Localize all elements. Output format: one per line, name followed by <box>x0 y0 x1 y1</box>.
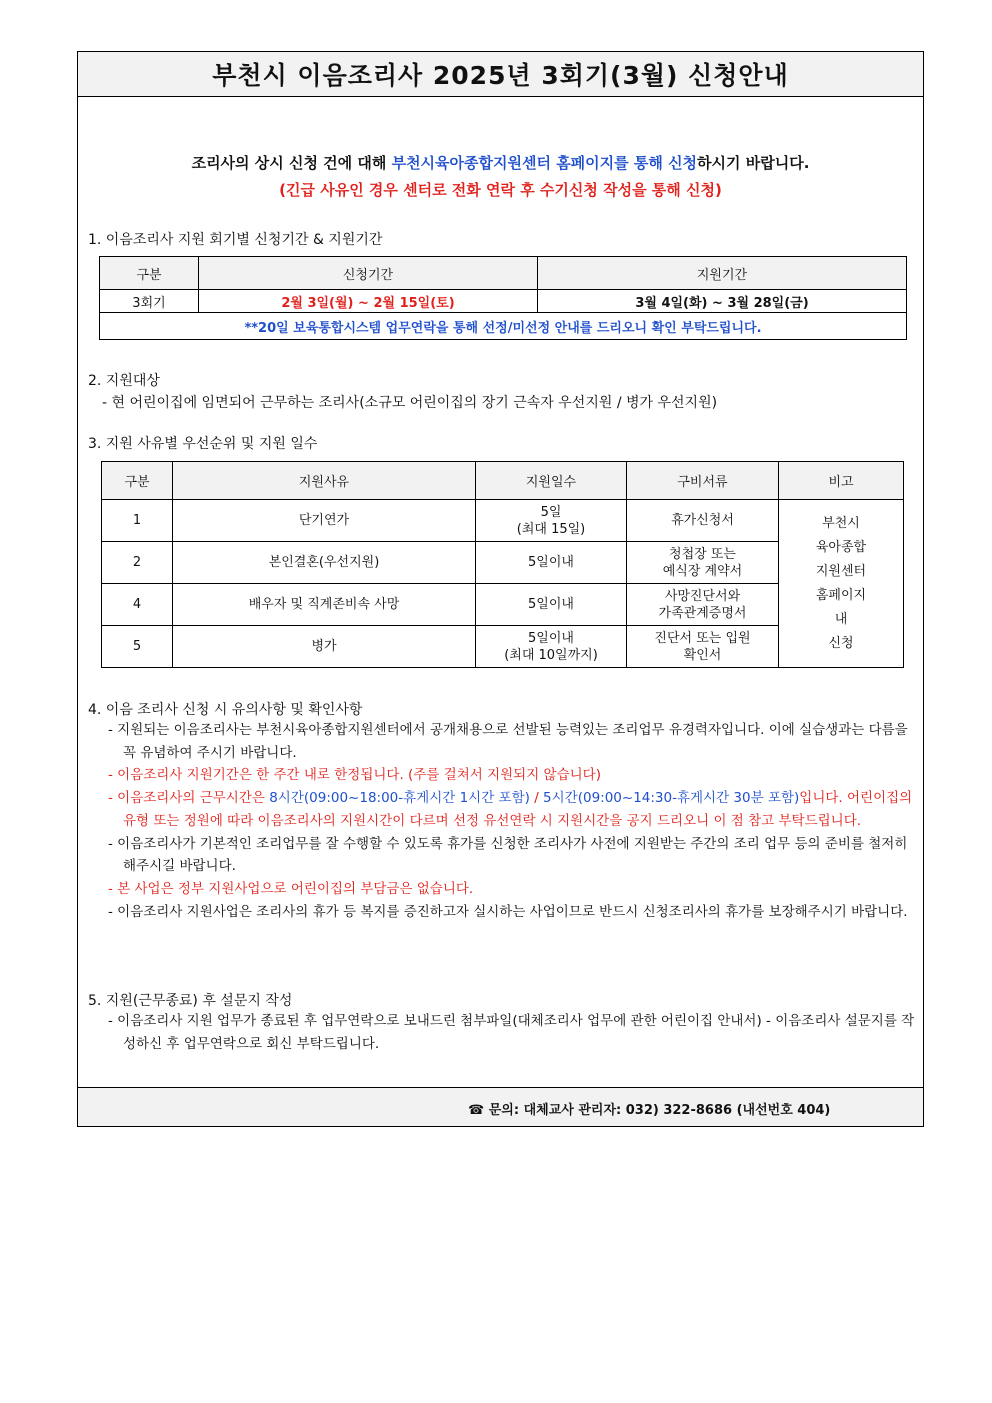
row-number: 2 <box>102 542 173 584</box>
table-header: 구분 <box>100 257 199 290</box>
row-number: 5 <box>102 626 173 668</box>
section1-title: 1. 이음조리사 지원 회기별 신청기간 & 지원기간 <box>88 232 383 248</box>
contact-footer <box>78 1087 923 1126</box>
intro-line1 <box>78 152 923 173</box>
priority-table <box>101 461 904 668</box>
remark-line: 지원센터 <box>815 563 867 579</box>
remark-line: 신청 <box>828 635 854 651</box>
bullet-text: 입니다. 어린이집의 유형 또는 정원에 따라 이음조리사의 지원시간이 다르며 선정 유선연락 시 지원시간을 공지 드리오니 이 점 참고 부탁드립니다. <box>123 790 913 829</box>
page-title: 부천시 이음조리사 2025년 3회기(3월) 신청안내 <box>78 52 923 97</box>
remark-line: 육아종합 <box>815 539 867 555</box>
bullet-item: - 이음조리사가 기본적인 조리업무를 잘 수행할 수 있도록 휴가를 신청한 조리사가 사전에 지원받는 주간의 조리 업무 등의 준비를 철저히 해주시길 바랍니다. <box>108 835 908 875</box>
bullet-separator: / <box>529 790 544 807</box>
doc-line: 사망진단서와 <box>664 588 741 604</box>
section4-bullets <box>108 719 920 923</box>
row-days <box>476 626 627 668</box>
section2-title: 2. 지원대상 <box>88 373 160 389</box>
row-number: 4 <box>102 584 173 626</box>
doc-line: 확인서 <box>683 647 722 663</box>
bullet-item: - 이음조리사 지원사업은 조리사의 휴가 등 복지를 증진하고자 실시하는 사업이므로 반드시 신청조리사의 휴가를 보장해주시기 바랍니다. <box>108 903 908 920</box>
row-number: 1 <box>102 500 173 542</box>
work-hours-5: 5시간(09:00~14:30-휴게시간 30분 포함) <box>543 790 800 807</box>
contact-text: 문의: 대체교사 관리자: 032) 322-8686 (내선번호 404) <box>488 1103 831 1118</box>
period-table <box>99 256 907 340</box>
bullet-item: - 이음조리사 지원 업무가 종료된 후 업무연락으로 보내드린 첨부파일(대체조리사 업무에 관한 어린이집 안내서) - 이음조리사 설문지를 작성하신 후 업무연락으로 회신 부탁드립니다. <box>108 1013 915 1052</box>
phone-icon: ☎ <box>468 1103 485 1118</box>
days-max: (최대 15일) <box>516 521 586 537</box>
days-main: 5일이내 <box>528 630 574 646</box>
days-main: 5일이내 <box>528 597 574 612</box>
bullet-item: - 이음조리사 지원기간은 한 주간 내로 한정됩니다. (주를 걸쳐서 지원되지 않습니다) <box>108 767 601 784</box>
row-reason: 단기연가 <box>173 500 476 542</box>
remark-line: 부천시 <box>822 515 860 531</box>
days-main: 5일 <box>540 504 562 520</box>
days-main: 5일이내 <box>528 555 574 570</box>
section4-title: 4. 이음 조리사 신청 시 유의사항 및 확인사항 <box>88 702 363 718</box>
row-days <box>476 500 627 542</box>
row-docs <box>627 584 779 626</box>
doc-line: 가족관계증명서 <box>658 605 747 621</box>
bullet-text: - 이음조리사의 근무시간은 <box>108 790 270 807</box>
row-days <box>476 584 627 626</box>
row-reason: 본인결혼(우선지원) <box>173 542 476 584</box>
doc-line: 휴가신청서 <box>671 513 734 528</box>
section3-title: 3. 지원 사유별 우선순위 및 지원 일수 <box>88 436 318 452</box>
table-header: 신청기간 <box>199 257 538 290</box>
row-reason: 병가 <box>173 626 476 668</box>
remark-cell <box>779 500 904 668</box>
row-docs <box>627 626 779 668</box>
bullet-item <box>108 787 920 832</box>
notice-frame <box>77 51 924 1127</box>
row-reason: 배우자 및 직계존비속 사망 <box>173 584 476 626</box>
section2-text: - 현 어린이집에 임면되어 근무하는 조리사(소규모 어린이집의 장기 근속자 우선지원 / 병가 우선지원) <box>102 395 718 411</box>
intro <box>78 152 923 200</box>
table-header: 구분 <box>102 462 173 500</box>
homepage-apply-text: 부천시육아종합지원센터 홈페이지를 통해 신청 <box>391 154 698 172</box>
table-header: 지원기간 <box>538 257 907 290</box>
bullet-item: - 본 사업은 정부 지원사업으로 어린이집의 부담금은 없습니다. <box>108 880 474 897</box>
row-docs <box>627 542 779 584</box>
table-header: 비고 <box>779 462 904 500</box>
days-max: (최대 10일까지) <box>504 647 598 663</box>
bullet-item: - 지원되는 이음조리사는 부천시육아종합지원센터에서 공개채용으로 선발된 능력있는 조리업무 유경력자입니다. 이에 실습생과는 다름을 꼭 유념하여 주시기 바랍니다. <box>108 722 908 761</box>
work-hours-8: 8시간(09:00~18:00-휴게시간 1시간 포함) <box>269 790 530 807</box>
table-header: 구비서류 <box>627 462 779 500</box>
remark-line: 내 <box>834 611 848 627</box>
section5-title: 5. 지원(근무종료) 후 설문지 작성 <box>88 993 293 1009</box>
intro-text-end: 하시기 바랍니다. <box>697 154 810 172</box>
intro-urgent-note: (긴급 사유인 경우 센터로 전화 연락 후 수기신청 작성을 통해 신청) <box>279 181 722 199</box>
session-cell: 3회기 <box>100 290 199 313</box>
selection-note: **20일 보육통합시스템 업무연락을 통해 선정/미선정 안내를 드리오니 확인 부탁드립니다. <box>100 313 907 340</box>
doc-line: 청첩장 또는 <box>669 546 736 562</box>
row-days <box>476 542 627 584</box>
section5-bullets <box>108 1010 920 1055</box>
contact-info <box>468 1099 830 1118</box>
apply-period-cell: 2월 3일(월) ~ 2월 15일(토) <box>199 290 538 313</box>
doc-line: 진단서 또는 입원 <box>654 630 751 646</box>
table-row <box>102 500 904 542</box>
doc-line: 예식장 계약서 <box>662 563 743 579</box>
table-header: 지원일수 <box>476 462 627 500</box>
table-header: 지원사유 <box>173 462 476 500</box>
support-period-cell: 3월 4일(화) ~ 3월 28일(금) <box>538 290 907 313</box>
row-docs <box>627 500 779 542</box>
remark-line: 홈페이지 <box>815 587 867 603</box>
intro-text: 조리사의 상시 신청 건에 대해 <box>191 154 392 172</box>
